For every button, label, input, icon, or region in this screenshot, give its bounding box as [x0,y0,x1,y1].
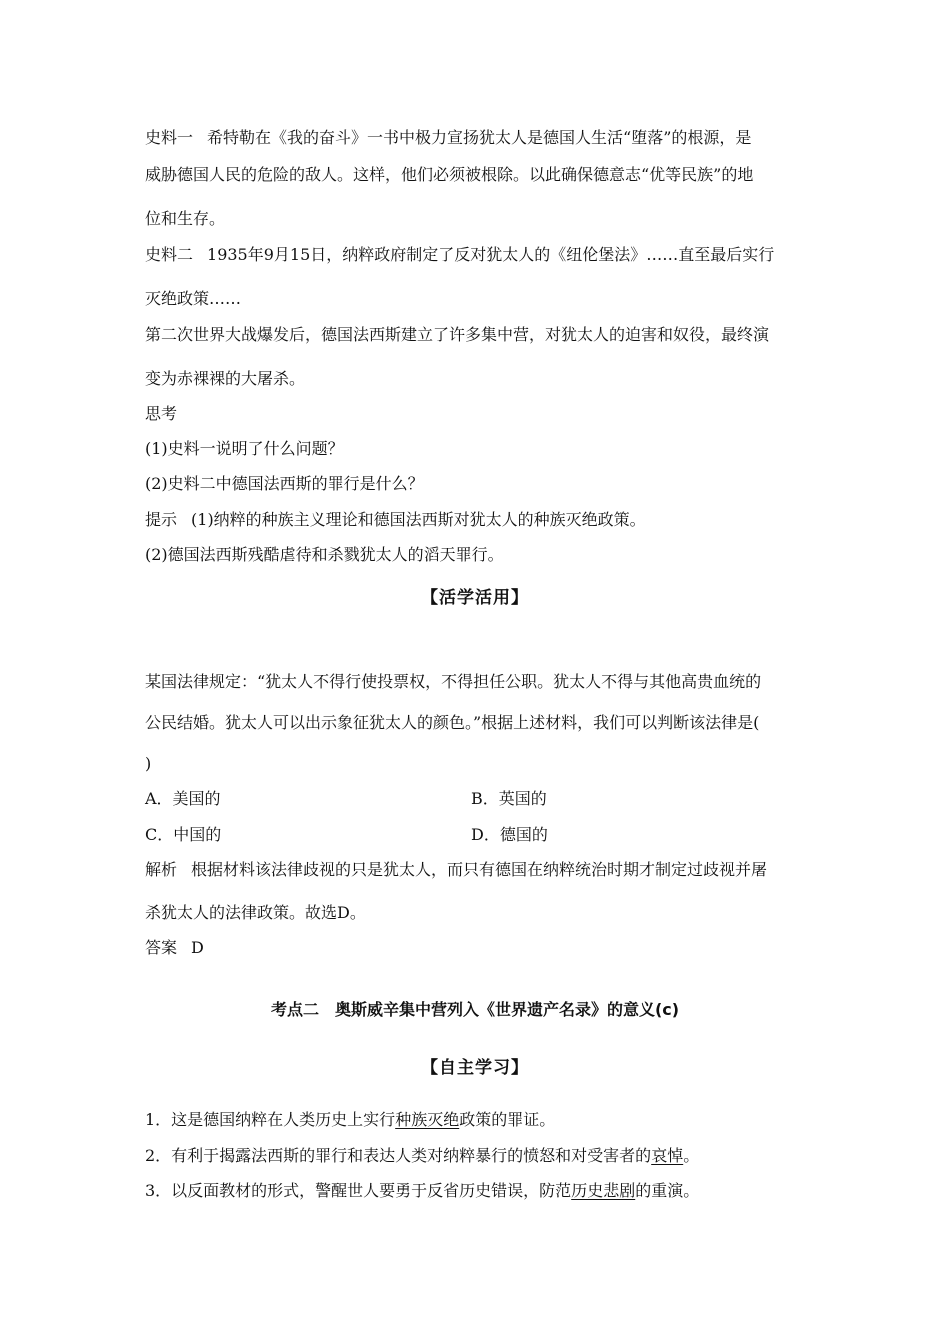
material-two-line-4: 变为赤裸裸的大屠杀。 [145,369,306,388]
answer-line [145,938,204,958]
hint-line-1: 提示 (1)纳粹的种族主义理论和德国法西斯对犹太人的种族灭绝政策。 [145,510,646,529]
material-two-line-2: 灭绝政策…… [145,289,242,308]
hint-line-2: (2)德国法西斯残酷虐待和杀戮犹太人的滔天罪行。 [145,545,504,564]
option-d: D．德国的 [471,825,548,844]
material-two-line-3: 第二次世界大战爆发后，德国法西斯建立了许多集中营，对犹太人的迫害和奴役，最终演 [145,325,770,344]
analysis-line-1: 解析 根据材料该法律歧视的只是犹太人，而只有德国在纳粹统治时期才制定过歧视并屠 [145,860,768,879]
material-one-label: 史料一 [145,128,194,147]
point-two-item-2: 2．有利于揭露法西斯的罪行和表达人类对纳粹暴行的愤怒和对受害者的哀悼。 [145,1146,700,1165]
analysis-line-2: 杀犹太人的法律政策。故选D。 [145,903,366,922]
think-question-2: (2)史料二中德国法西斯的罪行是什么？ [145,474,424,493]
answer-value: D [191,938,204,957]
hint-label: 提示 [145,510,178,529]
self-study-header: 【自主学习】 [421,1058,529,1078]
material-one-line-1: 史料一 希特勒在《我的奋斗》一书中极力宣扬犹太人是德国人生活“堕落”的根源，是 [145,128,752,147]
practice-header: 【活学活用】 [421,588,529,608]
option-b: B．英国的 [471,789,547,808]
think-label: 思考 [145,404,178,423]
underlined-term: 哀悼 [651,1146,684,1165]
point-two-item-1: 1．这是德国纳粹在人类历史上实行种族灭绝政策的罪证。 [145,1110,556,1129]
underlined-term: 历史悲剧 [571,1181,636,1200]
material-one-line-3: 位和生存。 [145,209,226,228]
point-two-title: 考点二 奥斯威辛集中营列入《世界遗产名录》的意义(c) [270,1000,680,1019]
material-two-line-1: 史料二 1935年9月15日，纳粹政府制定了反对犹太人的《纽伦堡法》……直至最后实行 [145,245,775,264]
practice-question-line-1: 某国法律规定：“犹太人不得行使投票权，不得担任公职。犹太人不得与其他高贵血统的 [145,672,762,691]
practice-question-line-3: ) [145,754,152,773]
practice-question-line-2: 公民结婚。犹太人可以出示象征犹太人的颜色。”根据上述材料，我们可以判断该法律是( [145,713,760,732]
option-a: A．美国的 [145,789,221,808]
point-two-item-3: 3．以反面教材的形式，警醒世人要勇于反省历史错误，防范历史悲剧的重演。 [145,1181,700,1200]
analysis-label: 解析 [145,860,178,879]
option-c: C．中国的 [145,825,222,844]
material-one-line-2: 威胁德国人民的危险的敌人。这样，他们必须被根除。以此确保德意志“优等民族”的地 [145,165,754,184]
think-question-1: (1)史料一说明了什么问题？ [145,439,344,458]
answer-label: 答案 [145,938,178,957]
underlined-term: 种族灭绝 [395,1110,460,1129]
material-two-label: 史料二 [145,245,194,264]
